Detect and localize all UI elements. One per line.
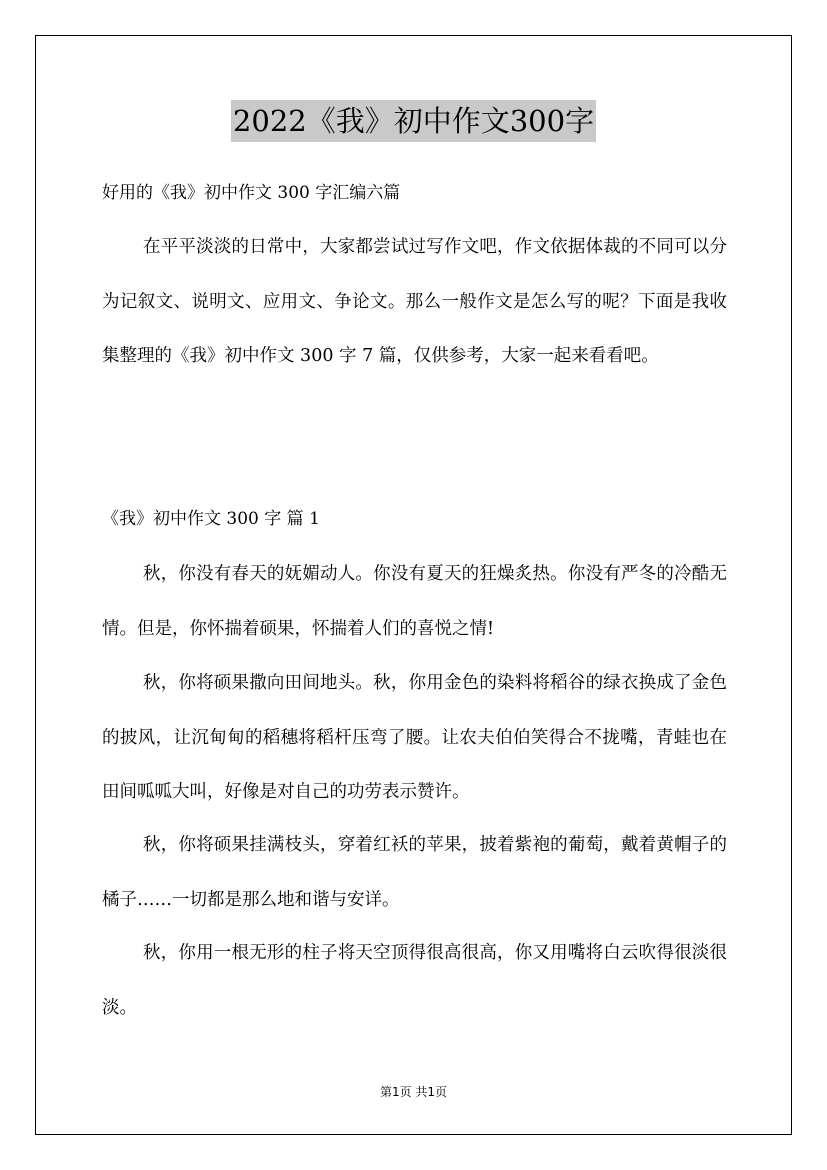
body-paragraph-1: 秋，你没有春天的妩媚动人。你没有夏天的狂燥炙热。你没有严冬的冷酷无情。但是，你怀揣着硕果，怀揣着人们的喜悦之情!	[102, 564, 727, 639]
title-container	[0, 100, 827, 142]
body-paragraph-4: 秋，你用一根无形的柱子将天空顶得很高很高，你又用嘴将白云吹得很淡很淡。	[102, 943, 727, 1018]
section-heading: 《我》初中作文 300 字 篇 1	[102, 509, 320, 529]
document-subtitle: 好用的《我》初中作文 300 字汇编六篇	[102, 183, 401, 203]
body-paragraph-3: 秋，你将硕果挂满枝头，穿着红袄的苹果，披着紫袍的葡萄，戴着黄帽子的橘子……一切都是那么地和谐与安详。	[102, 835, 727, 910]
body-paragraph-2: 秋，你将硕果撒向田间地头。秋，你用金色的染料将稻谷的绿衣换成了金色的披风，让沉甸甸的稻穗将稻杆压弯了腰。让农夫伯伯笑得合不拢嘴，青蛙也在田间呱呱大叫，好像是对自己的功劳表示赞许。	[102, 673, 727, 802]
intro-paragraph: 在平平淡淡的日常中，大家都尝试过写作文吧，作文依据体裁的不同可以分为记叙文、说明文、应用文、争论文。那么一般作文是怎么写的呢？下面是我收集整理的《我》初中作文 300 字 7 篇，仅供参考，大家一起来看看吧。	[102, 237, 727, 366]
page-footer: 第1页 共1页	[379, 1085, 448, 1099]
document-title: 2022《我》初中作文300字	[231, 100, 596, 142]
